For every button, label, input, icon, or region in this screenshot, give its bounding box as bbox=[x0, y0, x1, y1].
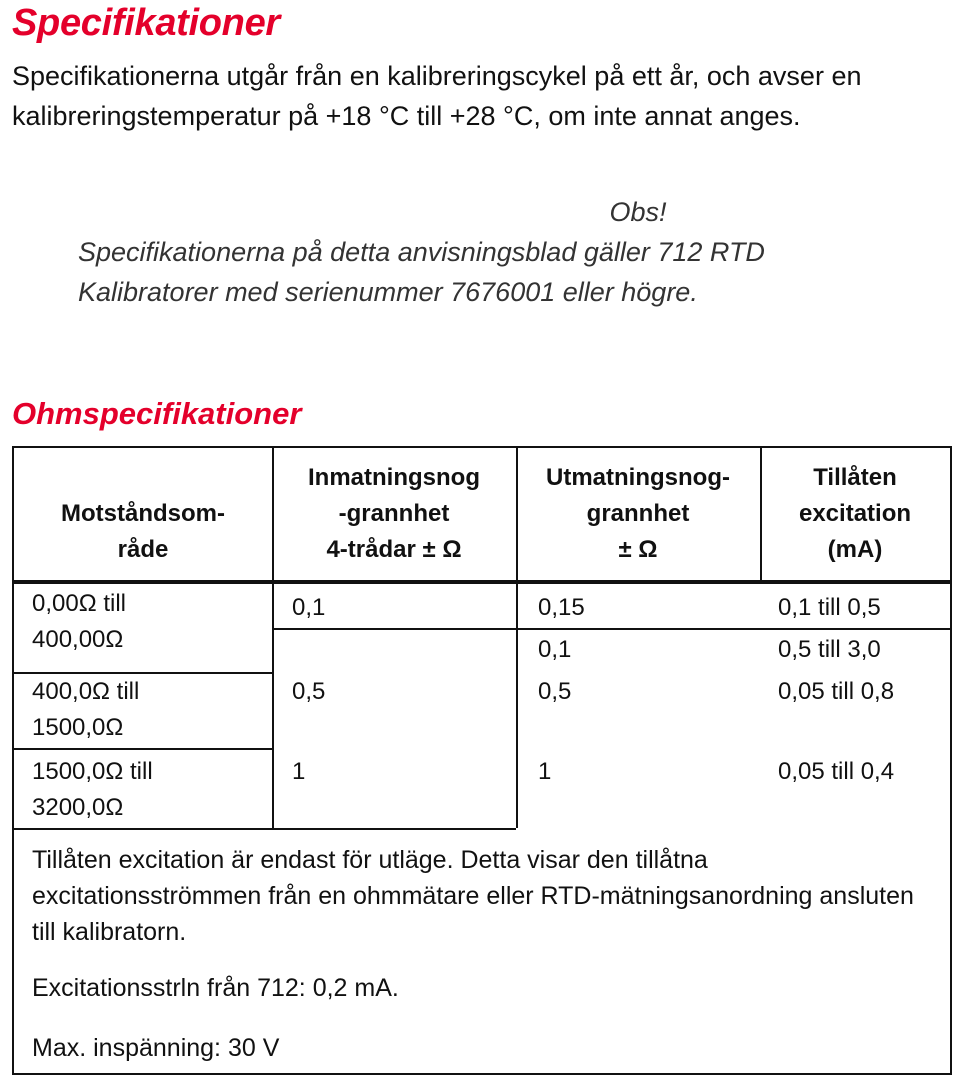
column-header-input-accuracy: Inmatningsnog -grannhet 4-trådar ± Ω bbox=[308, 464, 480, 563]
intro-paragraph: Specifikationerna utgår från en kalibreringscykel på ett år, och avser en kalibreringstemperatur på +18 °C till +28 °C, om inte annat anges. bbox=[12, 61, 862, 131]
excitation-cell: 0,05 till 0,8 bbox=[778, 678, 895, 705]
note-text: Specifikationerna på detta anvisningsblad gäller 712 RTD Kalibratorer med serienummer 7676001 eller högre. bbox=[78, 237, 765, 307]
output-accuracy-cell: 0,15 bbox=[538, 594, 585, 621]
range-cell: 400,0Ω till 1500,0Ω bbox=[32, 678, 140, 741]
output-accuracy-cell: 0,1 bbox=[538, 636, 572, 663]
footnote-excitation-current: Excitationsstrln från 712: 0,2 mA. bbox=[32, 974, 399, 1002]
input-accuracy-cell: 0,5 bbox=[292, 678, 326, 705]
output-accuracy-cell: 0,5 bbox=[538, 678, 572, 705]
header-divider bbox=[14, 580, 950, 584]
table-divider bbox=[14, 748, 272, 750]
range-cell: 0,00Ω till 400,00Ω bbox=[32, 590, 126, 653]
note-block bbox=[78, 192, 908, 312]
ohm-spec-table bbox=[12, 446, 952, 1075]
input-accuracy-cell: 0,1 bbox=[292, 594, 326, 621]
excitation-cell: 0,5 till 3,0 bbox=[778, 636, 881, 663]
excitation-cell: 0,05 till 0,4 bbox=[778, 758, 895, 785]
input-accuracy-cell: 1 bbox=[292, 758, 306, 785]
column-header-excitation: Tillåten excitation (mA) bbox=[798, 464, 912, 563]
section-title: Ohmspecifikationer bbox=[12, 396, 302, 431]
column-header-range: Motståndsom- råde bbox=[61, 500, 225, 563]
table-divider bbox=[516, 628, 950, 630]
table-divider bbox=[272, 628, 516, 630]
excitation-cell: 0,1 till 0,5 bbox=[778, 594, 881, 621]
note-heading: Obs! bbox=[609, 197, 667, 227]
page-title: Specifikationer bbox=[12, 2, 280, 44]
range-cell: 1500,0Ω till 3200,0Ω bbox=[32, 758, 153, 821]
table-divider bbox=[14, 828, 516, 830]
output-accuracy-cell: 1 bbox=[538, 758, 552, 785]
column-header-output-accuracy: Utmatningsnog- grannhet ± Ω bbox=[546, 464, 730, 563]
footnote-excitation: Tillåten excitation är endast för utläge. Detta visar den tillåtna excitationsströmmen från en ohmmätare eller RTD-mätningsanordning ansluten till kalibratorn. bbox=[32, 846, 914, 946]
footnote-max-voltage: Max. inspänning: 30 V bbox=[32, 1034, 280, 1062]
